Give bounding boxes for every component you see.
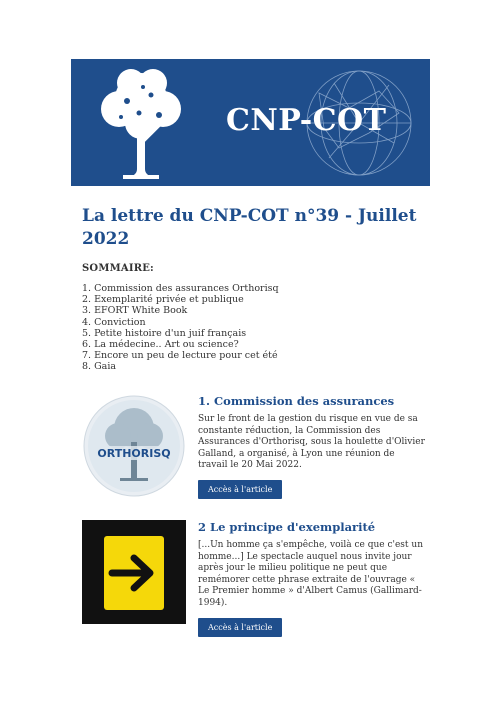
toc-item[interactable]: 1. Commission des assurances Orthorisq bbox=[82, 283, 279, 294]
article-title[interactable]: 1. Commission des assurances bbox=[198, 394, 395, 408]
toc-item[interactable]: 5. Petite histoire d'un juif français bbox=[82, 327, 247, 339]
toc-item[interactable]: 3. EFORT White Book bbox=[82, 305, 188, 317]
toc-item[interactable]: 8. Gaia bbox=[82, 361, 117, 373]
toc-item[interactable]: 6. La médecine.. Art ou science? bbox=[82, 339, 239, 351]
toc-item[interactable]: 7. Encore un peu de lecture pour cet été bbox=[82, 350, 278, 362]
brand-logotype: CNP-COT bbox=[226, 103, 387, 138]
sommaire-heading: SOMMAIRE: bbox=[82, 263, 154, 274]
orthorisq-logo-text: ORTHORISQ bbox=[97, 447, 171, 460]
table-of-contents bbox=[82, 283, 279, 373]
toc-item[interactable]: 2. Exemplarité privée et publique bbox=[82, 294, 244, 306]
article-access-button[interactable]: Accès à l'article bbox=[198, 480, 282, 499]
article-access-button[interactable]: Accès à l'article bbox=[198, 618, 282, 637]
toc-item[interactable]: 4. Conviction bbox=[82, 316, 146, 328]
article-body bbox=[198, 394, 426, 499]
article-title[interactable]: 2 Le principe d'exemplarité bbox=[198, 520, 376, 534]
article-excerpt: Sur le front de la gestion du risque en vue de sa constante réduction, la Commission des Assurances d'Orthorisq, sous la houlette d'Olivier Galland, a organisé, à Lyon une réunion de travail le 20 Mai 2022. bbox=[198, 414, 425, 471]
article-body bbox=[198, 520, 426, 637]
header-banner bbox=[71, 59, 430, 186]
orthorisq-logo-icon bbox=[82, 394, 186, 498]
newsletter-title: La lettre du CNP-COT n°39 - Juillet 2022 bbox=[82, 206, 417, 249]
article-excerpt: [...Un homme ça s'empêche, voilà ce que c'est un homme...] Le spectacle auquel nous invite jour après jour le milieu politique ne peut que remémorer cette phrase extraite de l'ouvrage « Le Premier homme » d'Albert Camus (Gallimard-1994). bbox=[198, 540, 423, 608]
right-arrow-sign-icon bbox=[82, 520, 186, 624]
tree-logo-icon bbox=[93, 65, 189, 181]
